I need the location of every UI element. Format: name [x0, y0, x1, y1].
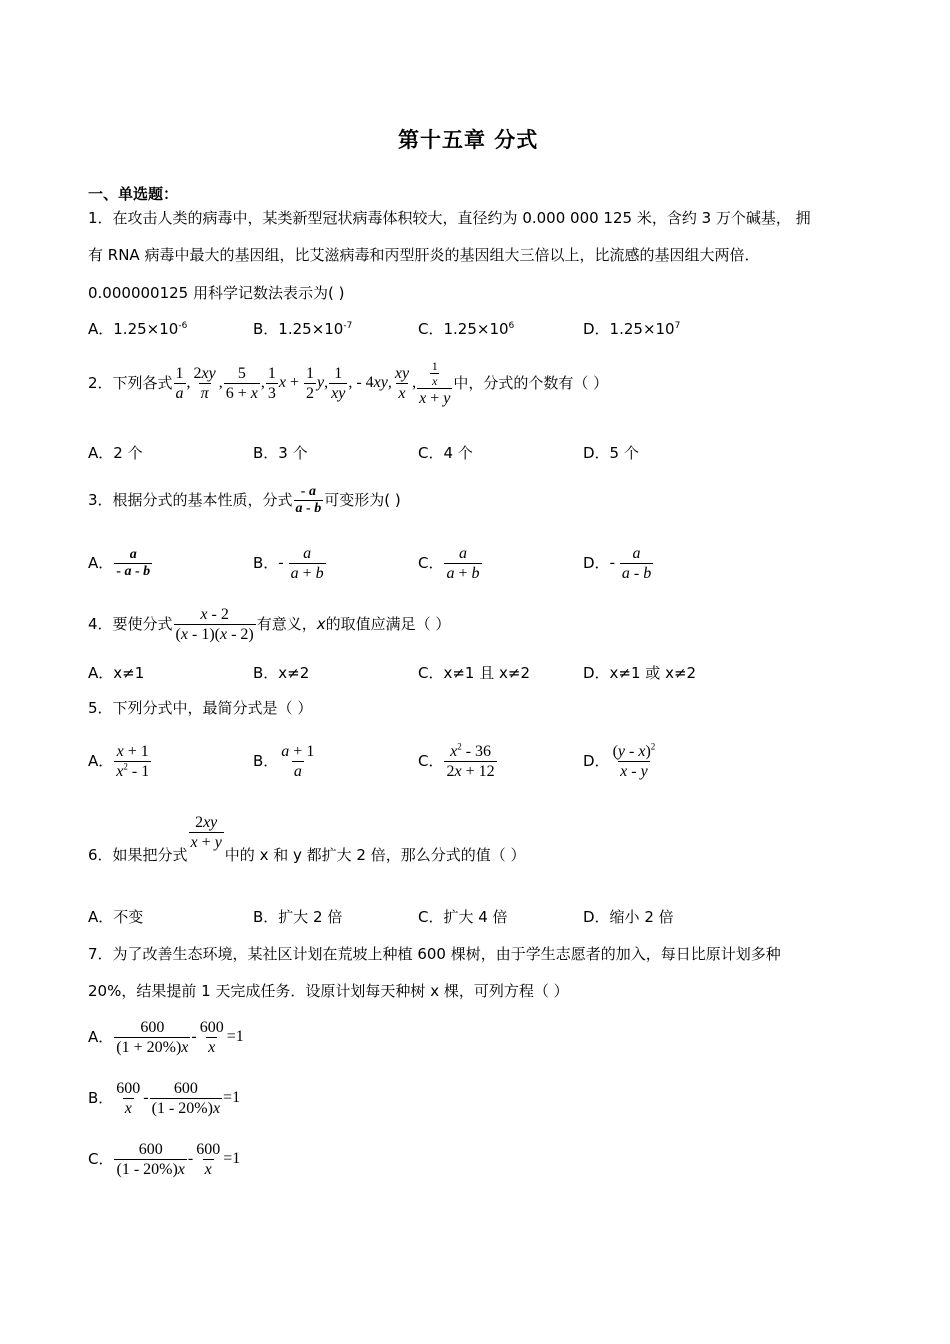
q1-option-b[interactable]	[253, 319, 352, 339]
q5-option-b-label: B．	[253, 752, 279, 770]
q4-option-d[interactable]: D．x≠1 或 x≠2	[583, 664, 697, 682]
q4-x: x	[316, 615, 326, 633]
q2-option-c[interactable]: C．4 个	[418, 444, 473, 462]
q1-line1: 1．在攻击人类的病毒中，某类新型冠状病毒体积较大，直径约为 0.000 000 125 米，含约 3 万个碱基， 拥	[88, 209, 811, 227]
q7-line2: 20%，结果提前 1 天完成任务．设原计划每天种树 x 棵，可列方程（ ）	[88, 982, 569, 1000]
q6-stem	[88, 813, 526, 866]
q5-option-b[interactable]: B． $\frac{a + 1}{a}$	[253, 742, 315, 780]
q1-line2: 有 RNA 病毒中最大的基因组，比艾滋病毒和丙型肝炎的基因组大三倍以上，比流感的基因组大两倍．	[88, 246, 760, 264]
q5-option-c-label: C．	[418, 752, 444, 770]
page-title: 第十五章 分式	[398, 128, 539, 152]
q5-option-d[interactable]: D． $\frac{(y - x)^2}{x - y}$	[583, 741, 656, 780]
q4-option-a[interactable]: A．x≠1	[88, 664, 145, 682]
q1-line3: 0.000000125 用科学记数法表示为( )	[88, 284, 345, 302]
q7-option-c[interactable]: C． $\frac{600}{(1 - 20\%)x}$ - $\frac{600}{x}$ =1	[88, 1140, 241, 1178]
q4-suffix2: 的取值应满足（ ）	[325, 615, 451, 633]
q1-option-c-exp: 6	[508, 321, 515, 331]
q3-option-d-label: D．	[583, 554, 610, 572]
q2-option-a[interactable]: A．2 个	[88, 444, 143, 462]
q4-option-b[interactable]: B．x≠2	[253, 664, 310, 682]
q7-line1: 7．为了改善生态环境，某社区计划在荒坡上种植 600 棵树，由于学生志愿者的加入，每日比原计划多种	[88, 945, 781, 963]
q3-suffix: 可变形为( )	[324, 491, 401, 509]
q4-fraction: $\frac{x - 2}{(x - 1)(x - 2)}$	[175, 605, 254, 643]
q5-option-a[interactable]: A． $\frac{x + 1}{x^2 - 1}$	[88, 742, 150, 780]
q4-prefix: 4．要使分式	[88, 615, 173, 633]
q3-option-a-label: A．	[88, 554, 114, 572]
q5-option-a-label: A．	[88, 752, 114, 770]
q6-option-d[interactable]: D．缩小 2 倍	[583, 908, 674, 926]
q7-option-a[interactable]: A． $\frac{600}{(1 + 20\%)x}$ - $\frac{600}{x}$ =1	[88, 1018, 244, 1056]
q3-option-c-label: C．	[418, 554, 444, 572]
q6-option-a[interactable]: A．不变	[88, 908, 144, 926]
q3-option-c[interactable]: C． $\frac{a}{a + b}$	[418, 544, 480, 582]
q2-prefix: 2．下列各式	[88, 374, 173, 392]
q2-option-b[interactable]: B．3 个	[253, 444, 308, 462]
q6-option-c[interactable]: C．扩大 4 倍	[418, 908, 508, 926]
q1-option-d[interactable]	[583, 319, 680, 339]
q4-option-c[interactable]: C．x≠1 且 x≠2	[418, 664, 530, 682]
q1-option-d-label: D．1.25×10	[583, 320, 675, 338]
q3-stem	[88, 478, 401, 522]
q1-option-c[interactable]	[418, 319, 514, 339]
q2-suffix: 中，分式的个数有（ ）	[453, 374, 609, 392]
q2-option-d[interactable]: D．5 个	[583, 444, 639, 462]
q3-option-b-label: B．	[253, 554, 279, 572]
q1-option-a-label: A．1.25×10	[88, 320, 179, 338]
q6-option-b[interactable]: B．扩大 2 倍	[253, 908, 343, 926]
q5-option-c[interactable]: C． $\frac{x^2 - 36}{2x + 12}$	[418, 741, 495, 780]
q6-fraction: $\frac{2xy}{x + y}$	[190, 813, 222, 851]
q1-option-d-exp: 7	[674, 321, 681, 331]
q3-option-d[interactable]: D． - $\frac{a}{a - b}$	[583, 544, 652, 582]
q7-option-b[interactable]: B． $\frac{600}{x}$ - $\frac{600}{(1 - 20\%)x}$ =1	[88, 1079, 241, 1117]
q3-option-a[interactable]: A． $\frac{a}{- a - b}$	[88, 546, 151, 579]
section-heading: 一、单选题：	[88, 185, 179, 203]
q7-option-a-label: A．	[88, 1028, 114, 1046]
q1-option-b-label: B．1.25×10	[253, 320, 344, 338]
q4-suffix: 有意义，	[256, 615, 317, 633]
q2-expressions: $\frac{1}{a}$ , $\frac{2xy}{\pi}$ , $\frac{5}{6 + x}$ , $\frac{1}{3}$ x + $\frac{1}{2}$ y , $\frac{1}{xy}$ , - 4 xy , $\frac{xy}{x}$ , $\frac{\frac{1}{x}}{x + y}$	[175, 358, 451, 407]
q5-option-d-label: D．	[583, 752, 610, 770]
q4-stem	[88, 602, 450, 646]
q6-suffix: 中的 x 和 y 都扩大 2 倍，那么分式的值（ ）	[224, 846, 526, 864]
q3-fraction: $\frac{- a}{a - b}$	[295, 483, 322, 516]
q7-option-b-label: B．	[88, 1089, 114, 1107]
q1-option-c-label: C．1.25×10	[418, 320, 509, 338]
q7-option-c-label: C．	[88, 1150, 114, 1168]
q6-prefix: 6．如果把分式	[88, 846, 188, 864]
q5-stem: 5．下列分式中，最简分式是（ ）	[88, 699, 313, 717]
q2-stem	[88, 352, 608, 414]
q1-option-b-exp: -7	[343, 321, 353, 331]
q1-option-a-exp: -6	[178, 321, 188, 331]
q1-option-a[interactable]	[88, 319, 187, 339]
q3-option-b[interactable]: B． - $\frac{a}{a + b}$	[253, 544, 324, 582]
q3-prefix: 3．根据分式的基本性质，分式	[88, 491, 293, 509]
